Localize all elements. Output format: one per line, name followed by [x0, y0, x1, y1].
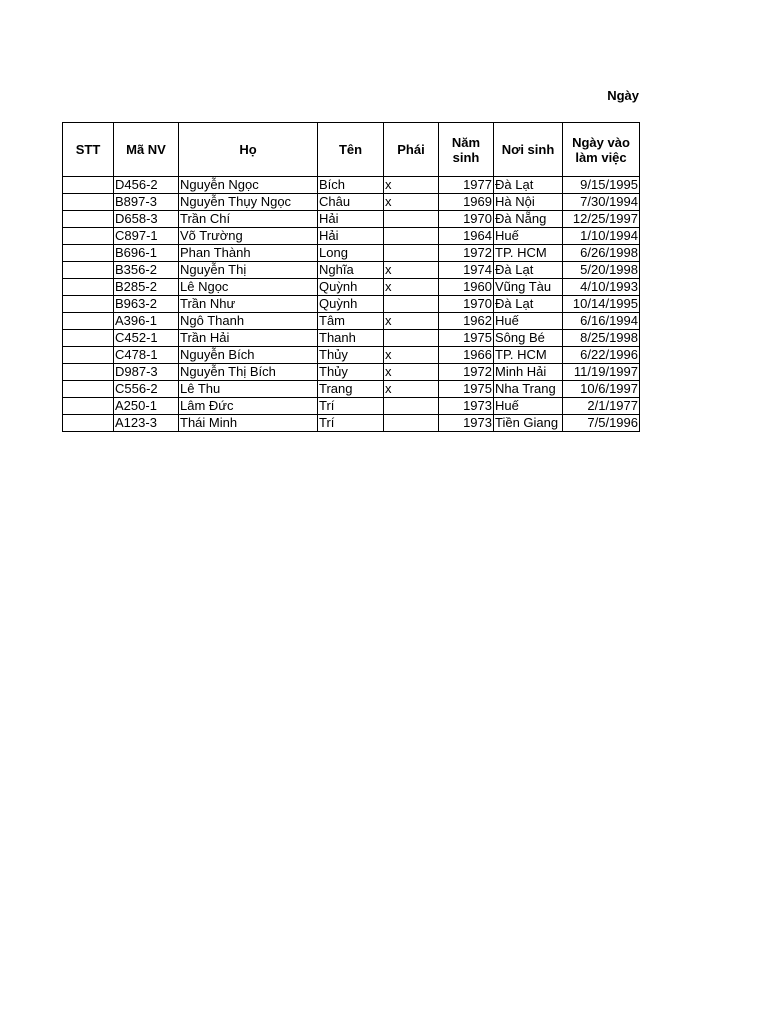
table-row: [63, 347, 640, 364]
header-ho[interactable]: Họ: [179, 123, 318, 177]
cell-ho[interactable]: Nguyễn Ngọc: [179, 177, 318, 194]
cell-ma-nv[interactable]: C897-1: [114, 228, 179, 245]
cell-ma-nv[interactable]: C478-1: [114, 347, 179, 364]
cell-ho[interactable]: Trần Hải: [179, 330, 318, 347]
cell-stt[interactable]: [63, 211, 114, 228]
cell-ho[interactable]: Phan Thành: [179, 245, 318, 262]
cell-ten[interactable]: Hải: [318, 211, 384, 228]
cell-noi-sinh[interactable]: Nha Trang: [494, 381, 563, 398]
cell-noi-sinh[interactable]: Sông Bé: [494, 330, 563, 347]
header-stt[interactable]: STT: [63, 123, 114, 177]
cell-ma-nv[interactable]: B963-2: [114, 296, 179, 313]
cell-noi-sinh[interactable]: Đà Lạt: [494, 296, 563, 313]
cell-ngay-vao[interactable]: 6/26/1998: [563, 245, 640, 262]
table-row: [63, 177, 640, 194]
cell-ngay-vao[interactable]: 5/20/1998: [563, 262, 640, 279]
cell-ten[interactable]: Thanh: [318, 330, 384, 347]
header-ma-nv[interactable]: Mã NV: [114, 123, 179, 177]
cell-stt[interactable]: [63, 296, 114, 313]
cell-nam-sinh[interactable]: 1960: [439, 279, 494, 296]
cell-ma-nv[interactable]: B356-2: [114, 262, 179, 279]
cell-stt[interactable]: [63, 228, 114, 245]
cell-ten[interactable]: Trí: [318, 398, 384, 415]
cell-ma-nv[interactable]: B897-3: [114, 194, 179, 211]
cell-ho[interactable]: Võ Trường: [179, 228, 318, 245]
cell-stt[interactable]: [63, 279, 114, 296]
cell-noi-sinh[interactable]: Huế: [494, 398, 563, 415]
cell-phai[interactable]: [384, 228, 439, 245]
cell-ngay-vao[interactable]: 6/22/1996: [563, 347, 640, 364]
cell-ngay-vao[interactable]: 1/10/1994: [563, 228, 640, 245]
cell-ma-nv[interactable]: A123-3: [114, 415, 179, 432]
table-row: [63, 279, 640, 296]
corner-label: Ngày: [607, 88, 639, 103]
table-row: [63, 415, 640, 432]
cell-ho[interactable]: Nguyễn Thị Bích: [179, 364, 318, 381]
cell-stt[interactable]: [63, 381, 114, 398]
cell-ma-nv[interactable]: D987-3: [114, 364, 179, 381]
cell-ngay-vao[interactable]: 7/30/1994: [563, 194, 640, 211]
cell-ho[interactable]: Lê Thu: [179, 381, 318, 398]
cell-phai[interactable]: x: [384, 313, 439, 330]
cell-phai[interactable]: [384, 296, 439, 313]
cell-noi-sinh[interactable]: Hà Nội: [494, 194, 563, 211]
cell-ngay-vao[interactable]: 11/19/1997: [563, 364, 640, 381]
cell-ngay-vao[interactable]: 8/25/1998: [563, 330, 640, 347]
table-row: [63, 364, 640, 381]
cell-stt[interactable]: [63, 415, 114, 432]
header-row: [63, 123, 640, 177]
header-ngay-vao[interactable]: Ngày vào làm việc: [563, 123, 640, 177]
cell-ma-nv[interactable]: D658-3: [114, 211, 179, 228]
cell-ten[interactable]: Hải: [318, 228, 384, 245]
cell-phai[interactable]: [384, 245, 439, 262]
cell-ngay-vao[interactable]: 2/1/1977: [563, 398, 640, 415]
cell-stt[interactable]: [63, 364, 114, 381]
header-ten[interactable]: Tên: [318, 123, 384, 177]
cell-phai[interactable]: x: [384, 347, 439, 364]
cell-noi-sinh[interactable]: Vũng Tàu: [494, 279, 563, 296]
cell-ten[interactable]: Thủy: [318, 364, 384, 381]
cell-ho[interactable]: Thái Minh: [179, 415, 318, 432]
cell-stt[interactable]: [63, 398, 114, 415]
cell-ten[interactable]: Trí: [318, 415, 384, 432]
table-row: [63, 194, 640, 211]
table-body: [63, 177, 640, 432]
cell-nam-sinh[interactable]: 1969: [439, 194, 494, 211]
cell-phai[interactable]: [384, 415, 439, 432]
cell-nam-sinh[interactable]: 1964: [439, 228, 494, 245]
cell-stt[interactable]: [63, 262, 114, 279]
cell-ngay-vao[interactable]: 6/16/1994: [563, 313, 640, 330]
cell-noi-sinh[interactable]: TP. HCM: [494, 245, 563, 262]
cell-ngay-vao[interactable]: 12/25/1997: [563, 211, 640, 228]
cell-stt[interactable]: [63, 347, 114, 364]
cell-noi-sinh[interactable]: Đà Nẵng: [494, 211, 563, 228]
cell-phai[interactable]: [384, 398, 439, 415]
cell-phai[interactable]: x: [384, 381, 439, 398]
cell-noi-sinh[interactable]: TP. HCM: [494, 347, 563, 364]
cell-ten[interactable]: Tâm: [318, 313, 384, 330]
table-row: [63, 381, 640, 398]
header-noi-sinh[interactable]: Nơi sinh: [494, 123, 563, 177]
cell-ho[interactable]: Nguyễn Thị: [179, 262, 318, 279]
cell-stt[interactable]: [63, 194, 114, 211]
cell-nam-sinh[interactable]: 1970: [439, 296, 494, 313]
cell-nam-sinh[interactable]: 1977: [439, 177, 494, 194]
cell-ten[interactable]: Bích: [318, 177, 384, 194]
table-row: [63, 330, 640, 347]
cell-ho[interactable]: Trần Như: [179, 296, 318, 313]
cell-phai[interactable]: [384, 330, 439, 347]
cell-ma-nv[interactable]: D456-2: [114, 177, 179, 194]
cell-ho[interactable]: Nguyễn Bích: [179, 347, 318, 364]
table-row: [63, 228, 640, 245]
cell-nam-sinh[interactable]: 1973: [439, 415, 494, 432]
cell-ngay-vao[interactable]: 4/10/1993: [563, 279, 640, 296]
cell-ma-nv[interactable]: C556-2: [114, 381, 179, 398]
cell-ten[interactable]: Quỳnh: [318, 296, 384, 313]
cell-ten[interactable]: Thủy: [318, 347, 384, 364]
cell-ten[interactable]: Trang: [318, 381, 384, 398]
cell-noi-sinh[interactable]: Huế: [494, 228, 563, 245]
cell-phai[interactable]: x: [384, 364, 439, 381]
cell-ma-nv[interactable]: A250-1: [114, 398, 179, 415]
table-row: [63, 313, 640, 330]
table-row: [63, 211, 640, 228]
cell-stt[interactable]: [63, 177, 114, 194]
cell-nam-sinh[interactable]: 1972: [439, 364, 494, 381]
cell-ho[interactable]: Nguyễn Thụy Ngọc: [179, 194, 318, 211]
cell-nam-sinh[interactable]: 1962: [439, 313, 494, 330]
cell-noi-sinh[interactable]: Đà Lạt: [494, 177, 563, 194]
cell-stt[interactable]: [63, 245, 114, 262]
table-row: [63, 262, 640, 279]
cell-nam-sinh[interactable]: 1975: [439, 381, 494, 398]
cell-noi-sinh[interactable]: Huế: [494, 313, 563, 330]
employee-table: [62, 122, 640, 432]
cell-ho[interactable]: Trần Chí: [179, 211, 318, 228]
cell-noi-sinh[interactable]: Minh Hải: [494, 364, 563, 381]
cell-ngay-vao[interactable]: 7/5/1996: [563, 415, 640, 432]
cell-nam-sinh[interactable]: 1966: [439, 347, 494, 364]
cell-phai[interactable]: x: [384, 279, 439, 296]
cell-nam-sinh[interactable]: 1974: [439, 262, 494, 279]
cell-ngay-vao[interactable]: 10/6/1997: [563, 381, 640, 398]
cell-ho[interactable]: Ngô Thanh: [179, 313, 318, 330]
cell-phai[interactable]: [384, 211, 439, 228]
cell-ngay-vao[interactable]: 10/14/1995: [563, 296, 640, 313]
cell-ten[interactable]: Nghĩa: [318, 262, 384, 279]
table-row: [63, 296, 640, 313]
cell-nam-sinh[interactable]: 1972: [439, 245, 494, 262]
cell-nam-sinh[interactable]: 1970: [439, 211, 494, 228]
cell-ho[interactable]: Lê Ngọc: [179, 279, 318, 296]
cell-nam-sinh[interactable]: 1975: [439, 330, 494, 347]
cell-noi-sinh[interactable]: Tiền Giang: [494, 415, 563, 432]
cell-ten[interactable]: Quỳnh: [318, 279, 384, 296]
cell-phai[interactable]: x: [384, 262, 439, 279]
cell-ma-nv[interactable]: A396-1: [114, 313, 179, 330]
header-phai[interactable]: Phái: [384, 123, 439, 177]
cell-ten[interactable]: Châu: [318, 194, 384, 211]
cell-phai[interactable]: x: [384, 194, 439, 211]
cell-stt[interactable]: [63, 330, 114, 347]
cell-ma-nv[interactable]: B696-1: [114, 245, 179, 262]
table-row: [63, 398, 640, 415]
header-nam-sinh[interactable]: Năm sinh: [439, 123, 494, 177]
cell-nam-sinh[interactable]: 1973: [439, 398, 494, 415]
cell-ma-nv[interactable]: C452-1: [114, 330, 179, 347]
cell-ma-nv[interactable]: B285-2: [114, 279, 179, 296]
cell-ten[interactable]: Long: [318, 245, 384, 262]
cell-ho[interactable]: Lâm Đức: [179, 398, 318, 415]
cell-ngay-vao[interactable]: 9/15/1995: [563, 177, 640, 194]
cell-noi-sinh[interactable]: Đà Lạt: [494, 262, 563, 279]
table-row: [63, 245, 640, 262]
cell-phai[interactable]: x: [384, 177, 439, 194]
cell-stt[interactable]: [63, 313, 114, 330]
